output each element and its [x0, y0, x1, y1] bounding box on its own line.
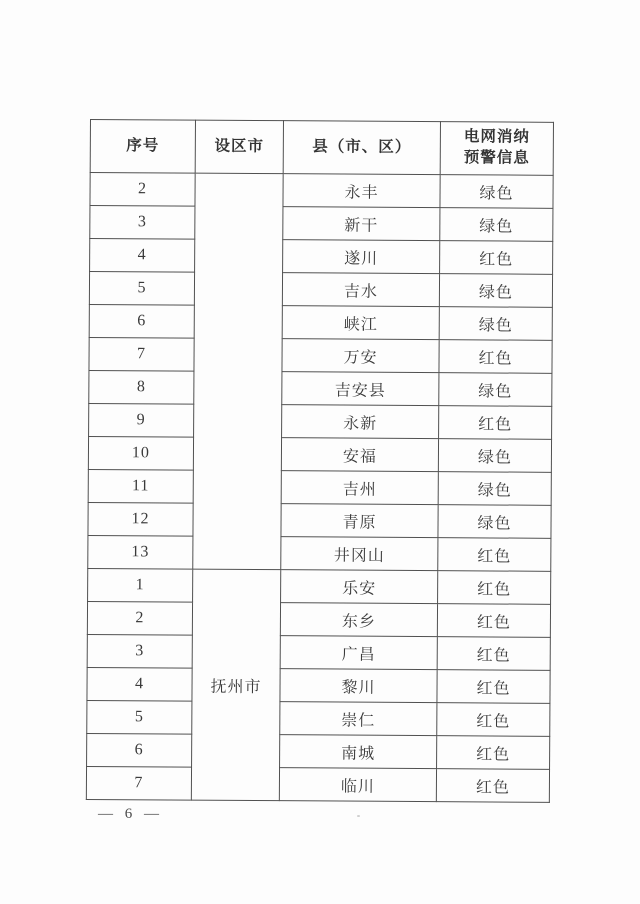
table-body	[86, 173, 553, 803]
city-cell	[193, 173, 283, 570]
serial-number-cell: 9	[89, 403, 194, 437]
warning-cell: 绿色	[439, 373, 552, 407]
serial-number-cell: 8	[89, 370, 194, 404]
county-cell: 吉安县	[282, 372, 439, 406]
serial-number-cell: 1	[88, 568, 193, 602]
serial-number-cell: 2	[87, 601, 192, 635]
warning-cell: 绿色	[439, 274, 552, 308]
county-cell: 黎川	[280, 669, 437, 703]
serial-number-cell: 2	[90, 173, 195, 207]
header-serial-number: 序号	[90, 120, 195, 174]
table-row	[90, 173, 553, 209]
county-cell: 东乡	[280, 603, 437, 637]
header-county: 县（市、区）	[283, 121, 440, 175]
table-row	[88, 535, 551, 571]
table-row	[87, 733, 550, 769]
table-row	[89, 272, 552, 308]
county-cell: 青原	[281, 504, 438, 538]
warning-cell: 红色	[437, 736, 550, 770]
county-cell: 吉水	[282, 273, 439, 307]
county-cell: 崇仁	[280, 702, 437, 736]
serial-number-cell: 7	[86, 766, 191, 800]
serial-number-cell: 4	[90, 239, 195, 273]
serial-number-cell: 3	[87, 634, 192, 668]
table-row	[89, 370, 552, 406]
serial-number-cell: 3	[90, 206, 195, 240]
serial-number-cell: 11	[88, 469, 193, 503]
serial-number-cell: 6	[87, 733, 192, 767]
county-cell: 遂川	[283, 240, 440, 274]
serial-number-cell: 4	[87, 667, 192, 701]
warning-cell: 红色	[437, 703, 550, 737]
table-row	[89, 304, 552, 340]
table-row	[87, 634, 550, 670]
header-city: 设区市	[195, 120, 283, 174]
warning-cell: 绿色	[438, 505, 551, 539]
county-cell: 峡江	[282, 306, 439, 340]
city-cell: 抚州市	[191, 569, 280, 801]
warning-cell: 绿色	[440, 175, 553, 209]
table-row	[89, 337, 552, 373]
serial-number-cell: 13	[88, 535, 193, 569]
county-cell: 广昌	[280, 636, 437, 670]
county-cell: 安福	[281, 438, 438, 472]
warning-cell: 绿色	[438, 472, 551, 506]
table-row	[88, 436, 551, 472]
serial-number-cell: 6	[89, 304, 194, 338]
table-row	[90, 206, 553, 242]
table-row	[86, 766, 549, 802]
table-row	[87, 667, 550, 703]
warning-cell: 红色	[437, 604, 550, 638]
county-cell: 临川	[279, 768, 436, 802]
header-warning-info: 电网消纳 预警信息	[440, 122, 553, 176]
scan-artifact	[357, 815, 360, 817]
header-row	[90, 120, 553, 176]
serial-number-cell: 7	[89, 337, 194, 371]
serial-number-cell: 5	[89, 272, 194, 306]
county-cell: 永丰	[283, 174, 440, 208]
warning-cell: 红色	[437, 670, 550, 704]
warning-cell: 红色	[439, 406, 552, 440]
table-row	[90, 239, 553, 275]
county-cell: 永新	[282, 405, 439, 439]
table-row	[88, 568, 551, 604]
warning-cell: 绿色	[438, 439, 551, 473]
grid-consumption-warning-table	[86, 119, 554, 803]
table-row	[87, 700, 550, 736]
page-number: — 6 —	[98, 806, 163, 822]
warning-cell: 红色	[440, 241, 553, 275]
warning-cell: 绿色	[440, 208, 553, 242]
serial-number-cell: 10	[88, 436, 193, 470]
county-cell: 井冈山	[281, 537, 438, 571]
county-cell: 南城	[280, 735, 437, 769]
table-header	[90, 120, 553, 176]
county-cell: 万安	[282, 339, 439, 373]
warning-cell: 红色	[437, 637, 550, 671]
table-row	[89, 403, 552, 439]
table-row	[87, 601, 550, 637]
warning-cell: 红色	[439, 340, 552, 374]
warning-cell: 红色	[438, 571, 551, 605]
warning-cell: 红色	[436, 769, 549, 803]
county-cell: 乐安	[281, 570, 438, 604]
table-row	[88, 502, 551, 538]
table-row	[88, 469, 551, 505]
county-cell: 吉州	[281, 471, 438, 505]
county-cell: 新干	[283, 207, 440, 241]
warning-cell: 绿色	[439, 307, 552, 341]
serial-number-cell: 12	[88, 502, 193, 536]
warning-cell: 红色	[438, 538, 551, 572]
serial-number-cell: 5	[87, 700, 192, 734]
